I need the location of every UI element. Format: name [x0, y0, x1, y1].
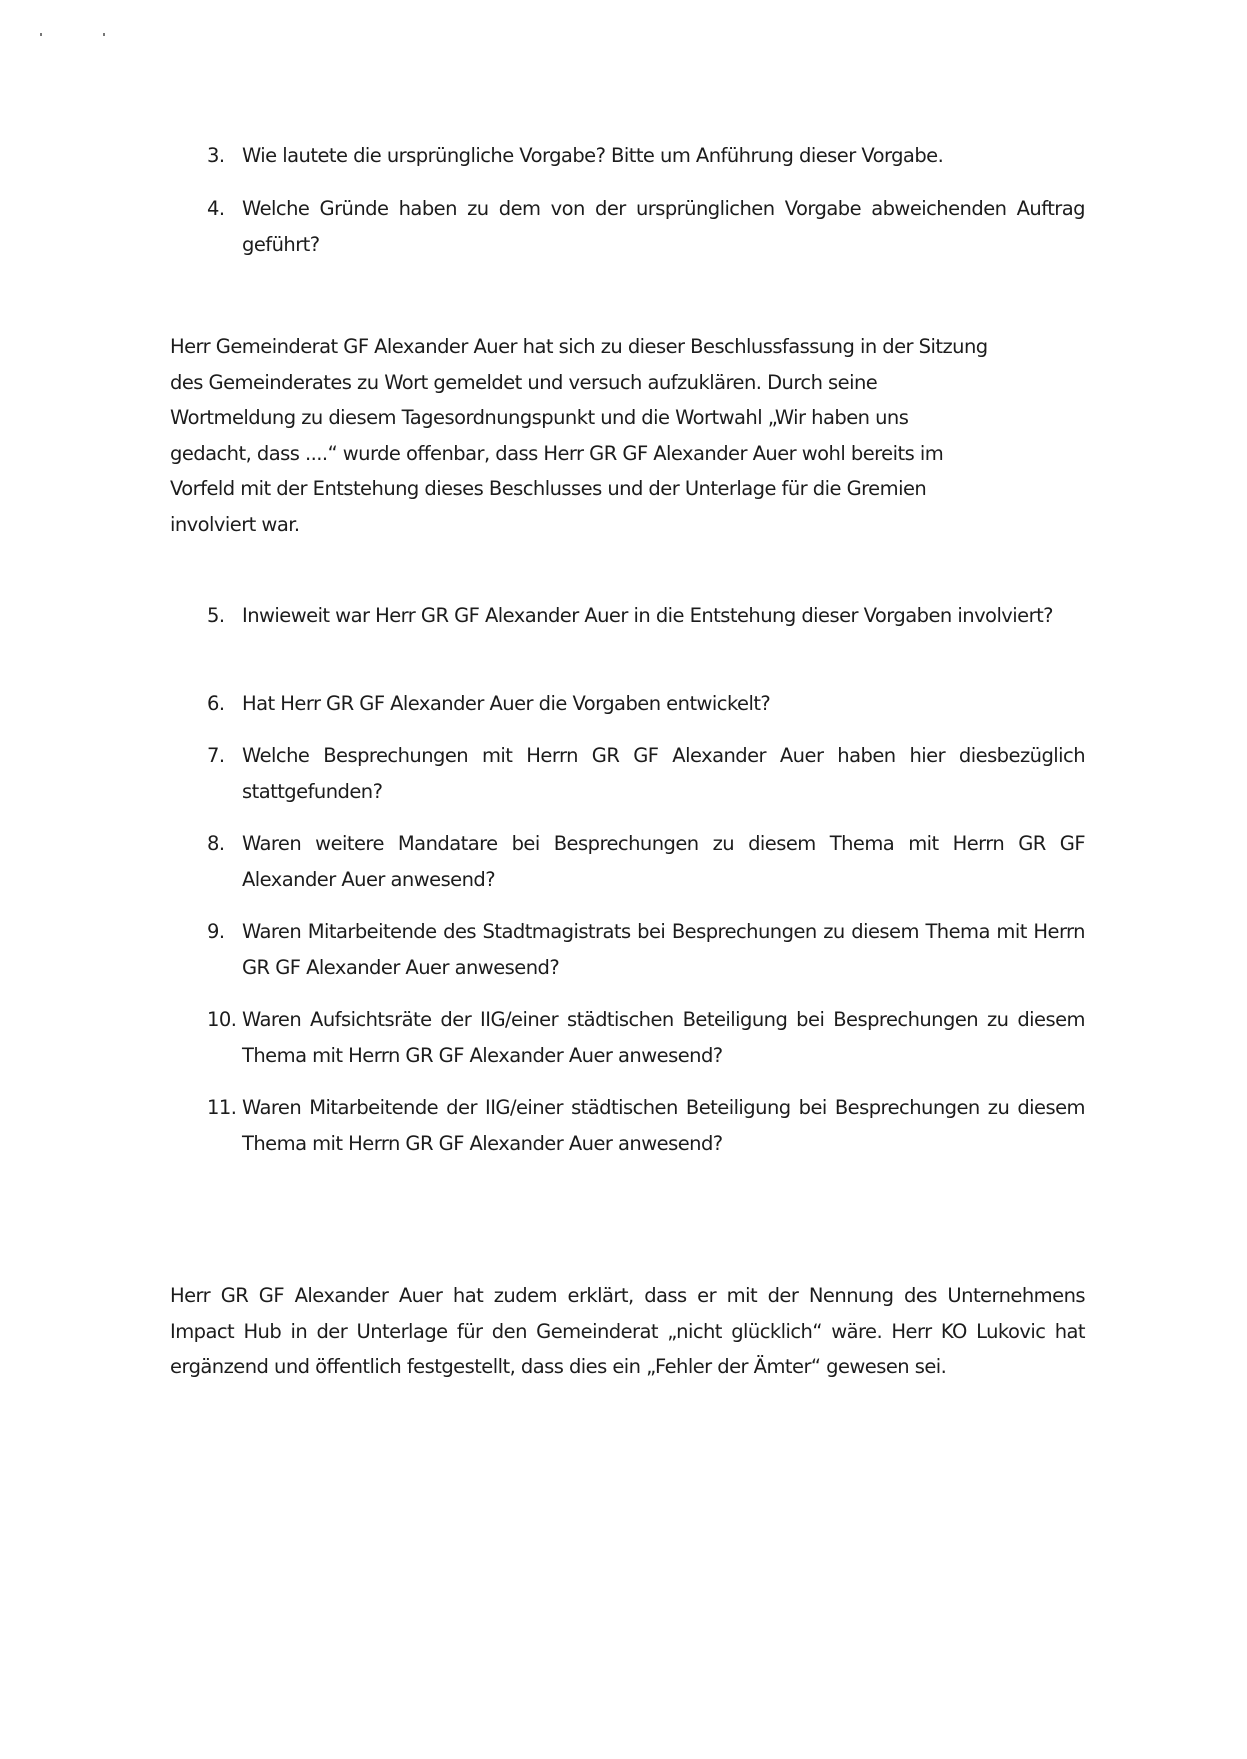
question-number: 9. — [207, 920, 225, 943]
question-5 — [170, 598, 1085, 634]
question-4 — [170, 191, 1085, 262]
paragraph-line: Herr Gemeinderat GF Alexander Auer hat sich zu dieser Beschlussfassung in der Sitzung — [170, 335, 988, 358]
paragraph-line: Wortmeldung zu diesem Tagesordnungspunkt und die Wortwahl „Wir haben uns — [170, 406, 909, 429]
question-text: Waren Mitarbeitende des Stadtmagistrats bei Besprechungen zu diesem Thema mit Herrn GR GF Alexander Auer anwesend? — [242, 920, 1085, 979]
question-text: Wie lautete die ursprüngliche Vorgabe? Bitte um Anführung dieser Vorgabe. — [242, 144, 944, 167]
scan-speck — [103, 33, 105, 36]
paragraph-line: gedacht, dass ....“ wurde offenbar, dass Herr GR GF Alexander Auer wohl bereits im — [170, 441, 944, 465]
paragraph-line: des Gemeinderates zu Wort gemeldet und versuch aufzuklären. Durch seine — [170, 370, 878, 394]
question-11 — [170, 1090, 1085, 1161]
paragraph-line: involviert war. — [170, 512, 300, 536]
question-text: Waren Aufsichtsräte der IIG/einer städtischen Beteiligung bei Besprechungen zu diesem Thema mit Herrn GR GF Alexander Auer anwesend? — [242, 1008, 1085, 1067]
question-number: 10. — [207, 1008, 237, 1031]
question-number: 3. — [207, 144, 225, 167]
paragraph-conclusion: Herr GR GF Alexander Auer hat zudem erklärt, dass er mit der Nennung des Unternehmens Impact Hub in der Unterlage für den Gemeinderat „nicht glücklich“ wäre. Herr KO Lukovic hat ergänzend und öffentlich festgestellt, dass dies ein „Fehler der Ämter“ gewesen sei. — [170, 1284, 1085, 1378]
question-7 — [170, 738, 1085, 809]
question-number: 7. — [207, 744, 225, 767]
question-number: 11. — [207, 1096, 237, 1119]
paragraph-line: Vorfeld mit der Entstehung dieses Beschlusses und der Unterlage für die Gremien — [170, 477, 927, 500]
question-text: Inwieweit war Herr GR GF Alexander Auer in die Entstehung dieser Vorgaben involviert? — [242, 604, 1053, 627]
question-number: 4. — [207, 197, 225, 220]
question-10 — [170, 1002, 1085, 1073]
question-text: Waren weitere Mandatare bei Besprechungen zu diesem Thema mit Herrn GR GF Alexander Auer anwesend? — [242, 832, 1085, 891]
question-6 — [170, 686, 1085, 722]
paragraph-statement — [170, 329, 1085, 542]
question-text: Welche Besprechungen mit Herrn GR GF Alexander Auer haben hier diesbezüglich stattgefunden? — [242, 744, 1085, 803]
question-text: Welche Gründe haben zu dem von der ursprünglichen Vorgabe abweichenden Auftrag geführt? — [242, 197, 1085, 256]
question-number: 8. — [207, 832, 225, 855]
question-number: 5. — [207, 604, 225, 627]
scan-speck — [40, 33, 42, 36]
question-8 — [170, 826, 1085, 897]
question-text: Waren Mitarbeitende der IIG/einer städtischen Beteiligung bei Besprechungen zu diesem Thema mit Herrn GR GF Alexander Auer anwesend? — [242, 1096, 1085, 1155]
question-number: 6. — [207, 692, 225, 715]
question-9 — [170, 914, 1085, 985]
question-3 — [170, 138, 1085, 174]
question-text: Hat Herr GR GF Alexander Auer die Vorgaben entwickelt? — [242, 692, 771, 715]
